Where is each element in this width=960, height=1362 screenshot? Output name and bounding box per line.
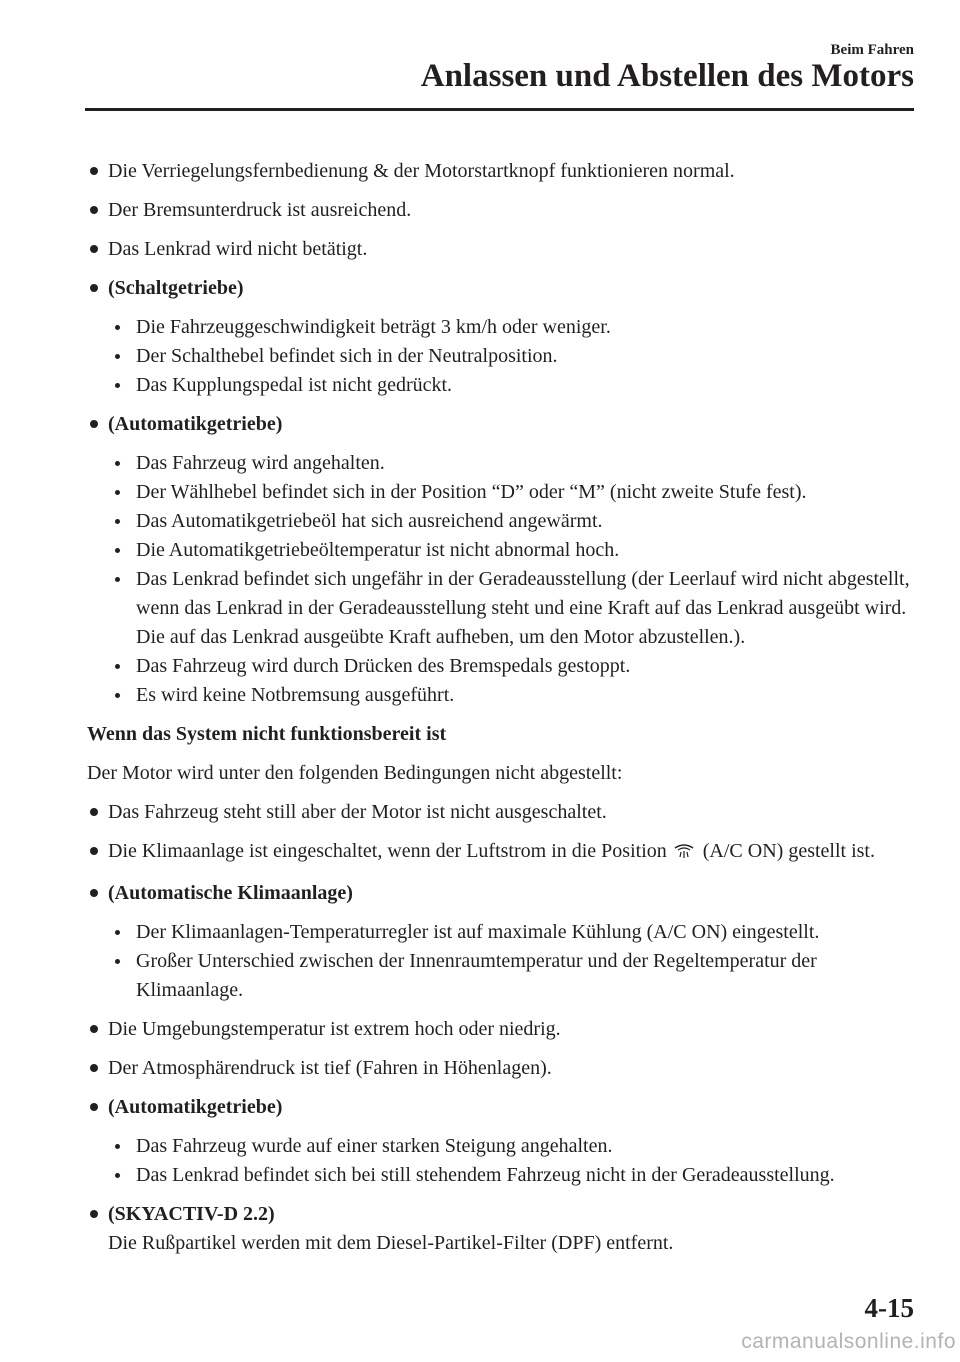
bullet-icon	[115, 959, 120, 964]
page-content	[87, 157, 917, 1268]
automatic-transmission-group	[87, 410, 917, 439]
bullet-icon	[115, 325, 120, 330]
bullet-icon	[115, 693, 120, 698]
automatic-climate-group	[87, 879, 917, 908]
page-title: Anlassen und Abstellen des Motors	[420, 58, 914, 94]
defroster-icon	[673, 840, 695, 869]
bullet-icon	[90, 206, 98, 214]
bullet-icon	[115, 664, 120, 669]
list-item: Der Atmosphärendruck ist tief (Fahren in Höhenlagen).	[87, 1054, 917, 1083]
group-label: (Schaltgetriebe)	[108, 277, 244, 299]
bullet-icon	[90, 1025, 98, 1033]
list-item: Die Umgebungstemperatur ist extrem hoch oder niedrig.	[87, 1015, 917, 1044]
sub-list	[87, 449, 917, 710]
bullet-icon	[90, 245, 98, 253]
bullet-icon	[115, 930, 120, 935]
bullet-icon	[115, 490, 120, 495]
bullet-icon	[90, 420, 98, 428]
group-label: (Automatikgetriebe)	[108, 1096, 283, 1118]
sub-list-item: Das Lenkrad befindet sich ungefähr in der Geradeausstellung (der Leerlauf wird nicht abgestellt, wenn das Lenkrad in der Geradeausstellung steht und eine Kraft auf das Lenkrad ausgeübt wird. Die auf das Lenkrad ausgeübte Kraft aufheben, um den Motor abzustellen.).	[87, 565, 917, 652]
group-label: (Automatische Klimaanlage)	[108, 882, 353, 904]
bullet-icon	[115, 519, 120, 524]
sub-list-item: Der Klimaanlagen-Temperaturregler ist auf maximale Kühlung (A/C ON) eingestellt.	[87, 918, 917, 947]
bullet-icon	[115, 1144, 120, 1149]
bullet-icon	[115, 577, 120, 582]
header-divider	[85, 108, 914, 111]
list-item: Der Bremsunterdruck ist ausreichend.	[87, 196, 917, 225]
manual-transmission-group	[87, 274, 917, 303]
bullet-icon	[90, 284, 98, 292]
sub-list-item: Das Automatikgetriebeöl hat sich ausreichend angewärmt.	[87, 507, 917, 536]
sub-list-item: Die Automatikgetriebeöltemperatur ist nicht abnormal hoch.	[87, 536, 917, 565]
sub-list-item: Der Schalthebel befindet sich in der Neutralposition.	[87, 342, 917, 371]
bullet-icon	[115, 1173, 120, 1178]
bullet-icon	[90, 1064, 98, 1072]
bullet-icon	[115, 548, 120, 553]
group-text: Die Rußpartikel werden mit dem Diesel-Partikel-Filter (DPF) entfernt.	[108, 1232, 674, 1254]
bullet-icon	[115, 354, 120, 359]
sub-list-item: Das Fahrzeug wird durch Drücken des Bremspedals gestoppt.	[87, 652, 917, 681]
list-item: Das Fahrzeug steht still aber der Motor ist nicht ausgeschaltet.	[87, 798, 917, 827]
bullet-icon	[90, 167, 98, 175]
bullet-icon	[115, 383, 120, 388]
automatic-transmission-group	[87, 1093, 917, 1122]
sub-list	[87, 1132, 917, 1190]
sub-list	[87, 313, 917, 400]
sub-list-item: Es wird keine Notbremsung ausgeführt.	[87, 681, 917, 710]
bullet-icon	[115, 461, 120, 466]
bullet-icon	[90, 889, 98, 897]
sub-list-item: Das Fahrzeug wird angehalten.	[87, 449, 917, 478]
section-heading: Wenn das System nicht funktionsbereit ist	[87, 723, 447, 745]
sub-list-item: Großer Unterschied zwischen der Innenraumtemperatur und der Regeltemperatur der Klimaanlage.	[87, 947, 917, 1005]
sub-list-item: Das Fahrzeug wurde auf einer starken Steigung angehalten.	[87, 1132, 917, 1161]
bullet-icon	[90, 808, 98, 816]
sub-list	[87, 918, 917, 1005]
bullet-icon	[90, 847, 98, 855]
group-label: (Automatikgetriebe)	[108, 413, 283, 435]
skyactiv-group	[87, 1200, 917, 1258]
watermark: carmanualsonline.info	[741, 1330, 956, 1353]
list-item: Die Klimaanlage ist eingeschaltet, wenn der Luftstrom in die Position (A/C ON) gestellt ist.	[87, 837, 917, 869]
sub-list-item: Die Fahrzeuggeschwindigkeit beträgt 3 km/h oder weniger.	[87, 313, 917, 342]
sub-list-item: Das Kupplungspedal ist nicht gedrückt.	[87, 371, 917, 400]
list-item: Die Verriegelungsfernbedienung & der Motorstartknopf funktionieren normal.	[87, 157, 917, 186]
sub-list-item: Das Lenkrad befindet sich bei still stehendem Fahrzeug nicht in der Geradeausstellung.	[87, 1161, 917, 1190]
sub-list-item: Der Wählhebel befindet sich in der Position “D” oder “M” (nicht zweite Stufe fest).	[87, 478, 917, 507]
bullet-icon	[90, 1210, 98, 1218]
group-label: (SKYACTIV-D 2.2)	[108, 1203, 275, 1225]
list-item: Das Lenkrad wird nicht betätigt.	[87, 235, 917, 264]
section-label: Beim Fahren	[830, 42, 914, 58]
bullet-icon	[90, 1103, 98, 1111]
section-intro: Der Motor wird unter den folgenden Bedingungen nicht abgestellt:	[87, 762, 623, 784]
page-number: 4-15	[864, 1293, 914, 1323]
